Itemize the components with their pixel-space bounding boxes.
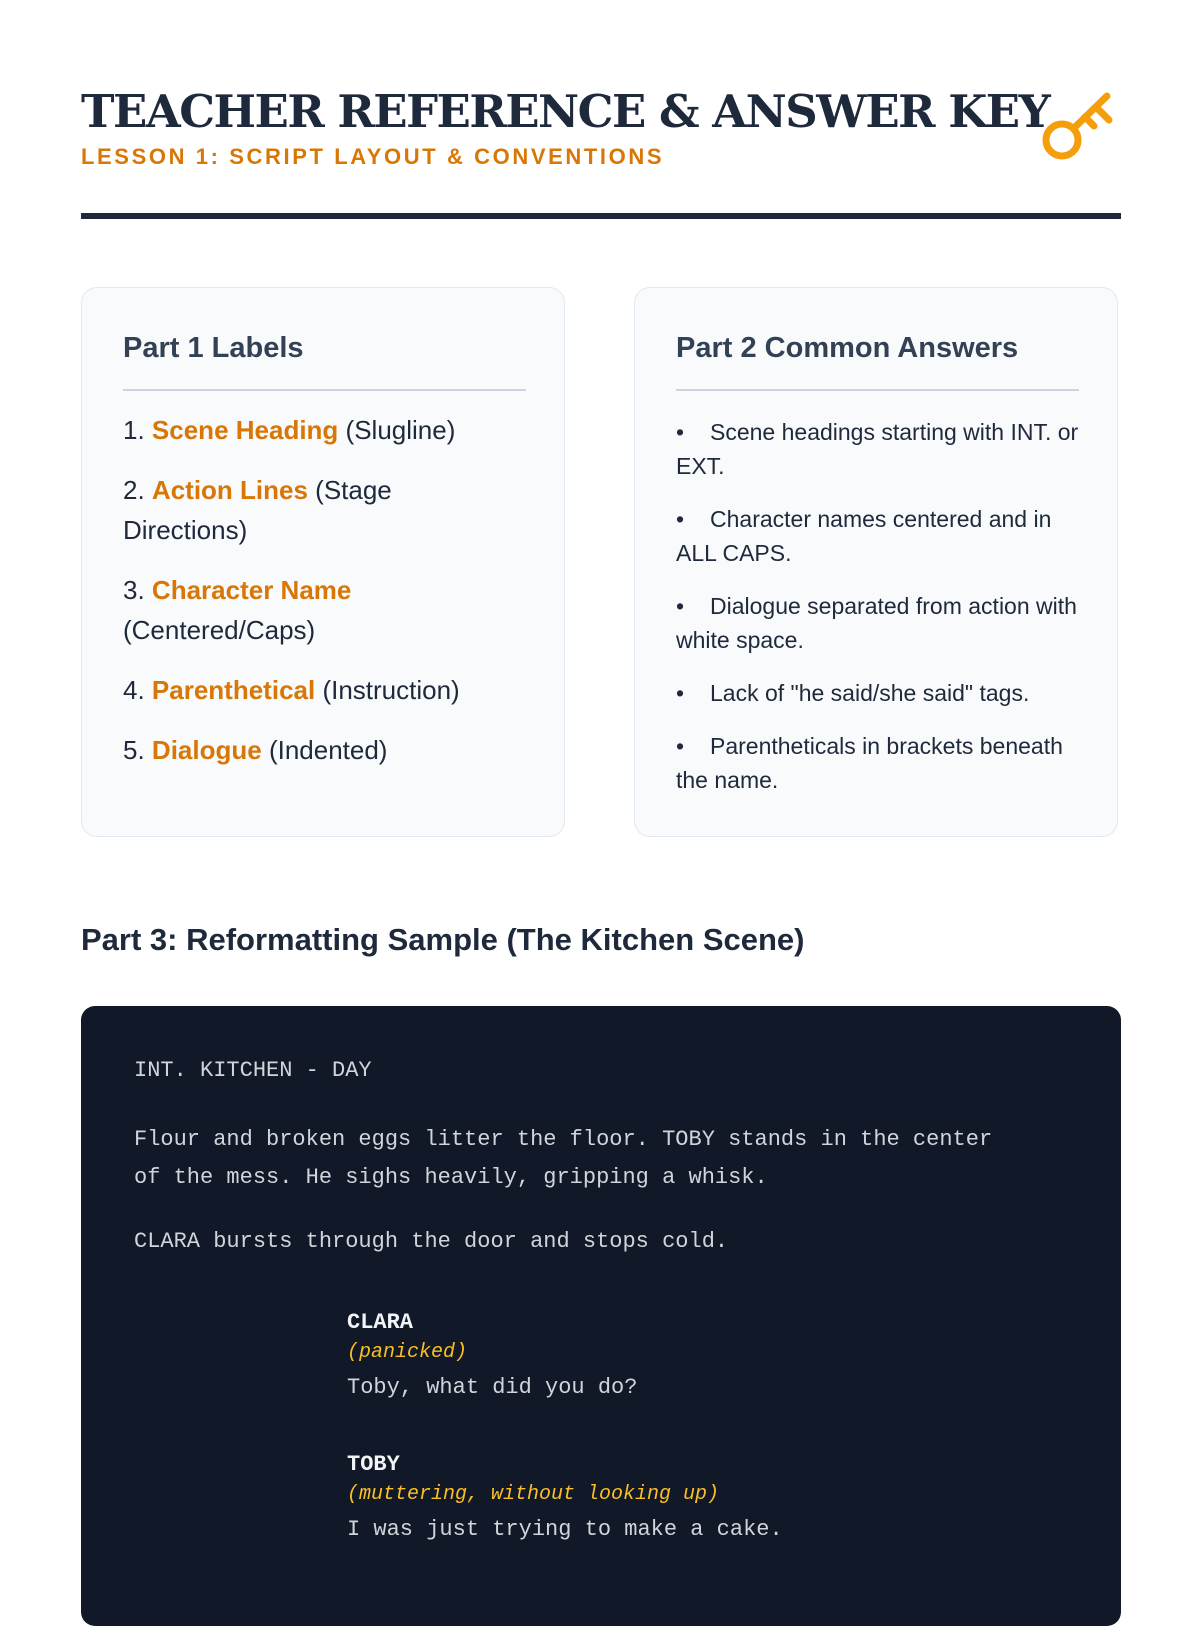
dialogue-block [347,1450,783,1550]
answer-text: Character names centered and in ALL CAPS. [676,506,1052,566]
item-term: Character Name [151,575,352,605]
item-note: (Slugline) [338,415,456,445]
item-note: (Centered/Caps) [123,615,316,645]
item-term: Parenthetical [151,675,316,705]
item-number: 2. [123,475,145,505]
answer-text: Parentheticals in brackets beneath the name. [676,733,1063,793]
part3-title: Part 3: Reformatting Sample (The Kitchen Scene) [81,922,805,957]
answer-text: Dialogue separated from action with white space. [676,593,1077,653]
answer-text: Lack of "he said/she said" tags. [710,680,1030,706]
item-number: 5. [123,735,145,765]
bullet-icon: • [676,680,685,706]
answer-text: Scene headings starting with INT. or EXT. [676,419,1079,479]
character-name: TOBY [347,1452,400,1477]
part2-title: Part 2 Common Answers [676,332,1019,364]
item-note: (Instruction) [315,675,460,705]
item-term: Scene Heading [151,415,339,445]
item-note: (Indented) [261,735,388,765]
item-term: Dialogue [151,735,262,765]
dialogue-line: I was just trying to make a cake. [347,1517,783,1542]
script-content [81,0,1121,1600]
item-note: (Stage Directions) [123,475,392,545]
action-line: of the mess. He sighs heavily, gripping a whisk. [134,1165,768,1190]
page-title: TEACHER REFERENCE & ANSWER KEY [81,85,1050,138]
item-number: 3. [123,575,145,605]
bullet-icon: • [676,593,685,619]
page-subtitle: LESSON 1: SCRIPT LAYOUT & CONVENTIONS [81,144,665,169]
parenthetical: (muttering, without looking up) [347,1483,720,1506]
bullet-icon: • [676,733,685,759]
bullet-icon: • [676,506,685,532]
bullet-icon: • [676,419,685,445]
character-name: CLARA [347,1310,414,1335]
dialogue-line: Toby, what did you do? [347,1375,638,1400]
item-number: 4. [123,675,145,705]
item-term: Action Lines [151,475,308,505]
item-number: 1. [123,415,145,445]
action-line: Flour and broken eggs litter the floor. TOBY stands in the center [134,1127,993,1152]
parenthetical: (panicked) [347,1341,468,1364]
dialogue-block [347,1308,637,1408]
action-line: CLARA bursts through the door and stops cold. [134,1229,729,1254]
part1-title: Part 1 Labels [123,332,304,364]
scene-heading: INT. KITCHEN - DAY [134,1058,372,1083]
